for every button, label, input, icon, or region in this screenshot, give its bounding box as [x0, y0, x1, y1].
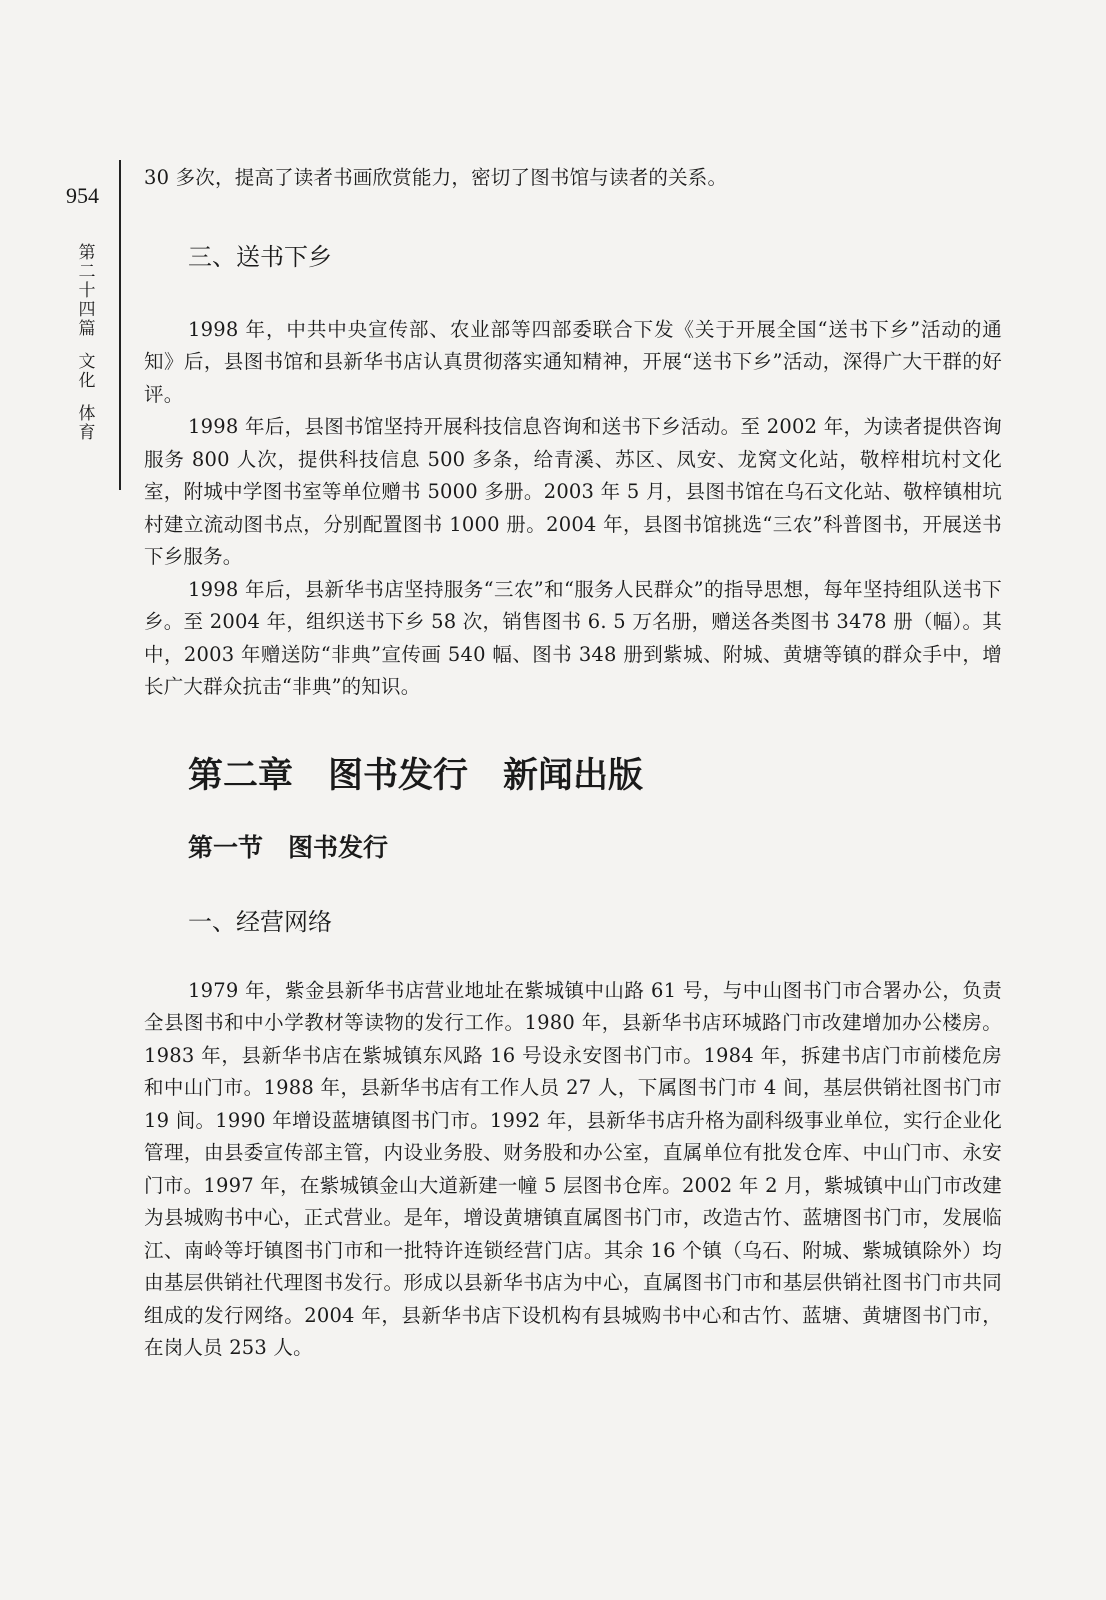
running-title-char: 化 — [78, 371, 96, 391]
running-title-char: 二 — [78, 262, 96, 282]
page-content — [144, 160, 1002, 1365]
running-title-char: 育 — [78, 423, 96, 443]
section-heading-send-books: 三、送书下乡 — [188, 242, 332, 271]
running-title-char: 文 — [78, 352, 96, 372]
paragraph: 1998 年，中共中央宣传部、农业部等四部委联合下发《关于开展全国“送书下乡”活动的通知》后，县图书馆和县新华书店认真贯彻落实通知精神，开展“送书下乡”活动，深得广大干群的好评。 — [144, 317, 1002, 406]
running-title-char: 十 — [78, 281, 96, 301]
section-title: 第一节 图书发行 — [188, 832, 389, 862]
paragraph: 1979 年，紫金县新华书店营业地址在紫城镇中山路 61 号，与中山图书门市合署办公，负责全县图书和中小学教材等读物的发行工作。1980 年，县新华书店环城路门市改建增加办公楼房。1983 年，县新华书店在紫城镇东风路 16 号设永安图书门市。1984 年，拆建书店门市前楼危房和中山门市。1988 年，县新华书店有工作人员 27 人，下属图书门市 4 间，基层供销社图书门市 19 间。1990 年增设蓝塘镇图书门市。1992 年，县新华书店升格为副科级事业单位，实行企业化管理，由县委宣传部主管，内设业务股、财务股和办公室，直属单位有批发仓库、中山门市、永安门市。1997 年，在紫城镇金山大道新建一幢 5 层图书仓库。2002 年 2 月，紫城镇中山门市改建为县城购书中心，正式营业。是年，增设黄塘镇直属图书门市，改造古竹、蓝塘图书门市，发展临江、南岭等圩镇图书门市和一批特许连锁经营门店。其余 16 个镇（乌石、附城、紫城镇除外）均由基层供销社代理图书发行。形成以县新华书店为中心，直属图书门市和基层供销社图书门市共同组成的发行网络。2004 年，县新华书店下设机构有县城购书中心和古竹、蓝塘、黄塘图书门市，在岗人员 253 人。 — [144, 978, 1002, 1359]
running-title-char: 四 — [78, 300, 96, 320]
running-title-char: 第 — [78, 243, 96, 263]
paragraph: 1998 年后，县新华书店坚持服务“三农”和“服务人民群众”的指导思想，每年坚持组队送书下乡。至 2004 年，组织送书下乡 58 次，销售图书 6. 5 万名册，赠送各类图书 3478 册（幅）。其中，2003 年赠送防“非典”宣传画 540 幅、图书 348 册到紫城、附城、黄塘等镇的群众手中，增长广大群众抗击“非典”的知识。 — [144, 577, 1002, 698]
running-title-char: 体 — [78, 404, 96, 424]
margin-rule — [119, 160, 121, 490]
running-title-char: 篇 — [78, 319, 96, 339]
page-number: 954 — [66, 183, 99, 208]
paragraph: 1998 年后，县图书馆坚持开展科技信息咨询和送书下乡活动。至 2002 年，为读者提供咨询服务 800 人次，提供科技信息 500 多条，给青溪、苏区、凤安、龙窝文化站，敬梓柑坑村文化室，附城中学图书室等单位赠书 5000 多册。2003 年 5 月，县图书馆在乌石文化站、敬梓镇柑坑村建立流动图书点，分别配置图书 1000 册。2004 年，县图书馆挑选“三农”科普图书，开展送书下乡服务。 — [144, 415, 1002, 568]
running-title — [74, 244, 100, 443]
chapter-title: 第二章 图书发行 新闻出版 — [188, 754, 644, 796]
subsection-heading-network: 一、经营网络 — [188, 907, 332, 936]
carryover-paragraph: 30 多次，提高了读者书画欣赏能力，密切了图书馆与读者的关系。 — [144, 166, 728, 189]
